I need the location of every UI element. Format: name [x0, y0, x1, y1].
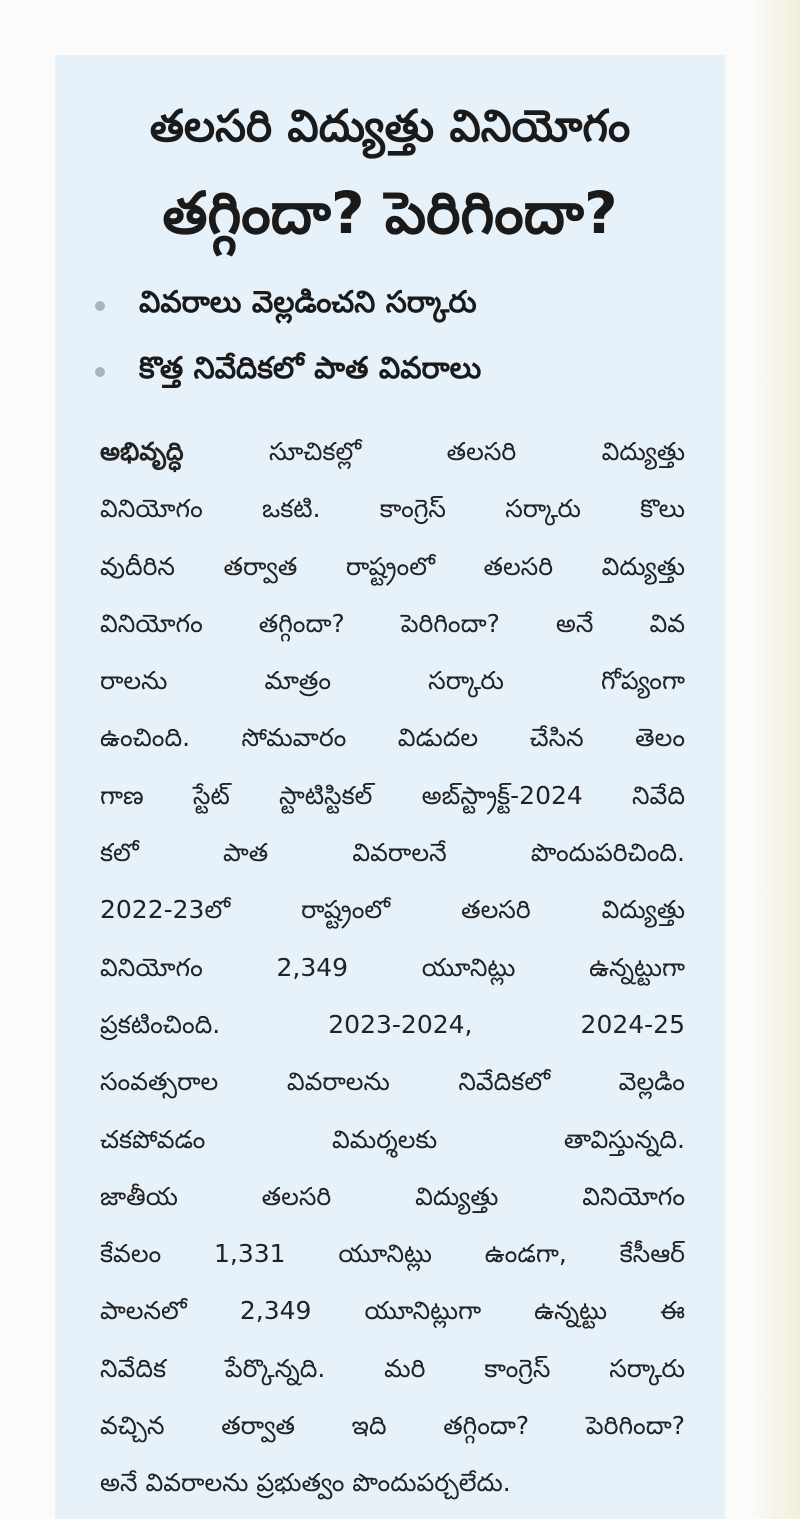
bullet-item	[95, 273, 715, 339]
headline-line-2: తగ్గిందా? పెరిగిందా?	[162, 179, 618, 247]
body-line: వుదీరిన తర్వాత రాష్ట్రంలో తలసరి విద్యుత్తు	[100, 551, 685, 581]
news-article-box	[55, 55, 725, 1519]
body-line: గాణ స్టేట్ స్టాటిస్టికల్ అబ్‌స్ట్రాక్ట్-2024 నివేది	[100, 780, 685, 810]
body-line: రాలను మాత్రం సర్కారు గోప్యంగా	[100, 666, 685, 696]
article-body	[100, 423, 685, 1512]
body-line: వినియోగం తగ్గిందా? పెరిగిందా? అనే వివ	[100, 608, 685, 638]
body-line: చకపోవడం విమర్శలకు తావిస్తున్నది.	[100, 1124, 685, 1154]
body-line: జాతీయ తలసరి విద్యుత్తు వినియోగం	[100, 1181, 685, 1211]
body-line: ఉంచింది. సోమవారం విడుదల చేసిన తెలం	[100, 723, 685, 753]
body-line: కలో పాత వివరాలనే పొందుపరిచింది.	[100, 838, 685, 868]
body-line: వచ్చిన తర్వాత ఇది తగ్గిందా? పెరిగిందా?	[100, 1411, 685, 1441]
body-line: వినియోగం ఒకటి. కాంగ్రెస్ సర్కారు కొలు	[100, 494, 685, 524]
body-line: అనే వివరాలను ప్రభుత్వం పొందుపర్చలేదు.	[100, 1468, 511, 1498]
body-line: సంవత్సరాల వివరాలను నివేదికలో వెల్లడిం	[100, 1067, 685, 1097]
lead-word: అభివృద్ధి	[100, 437, 184, 466]
body-line: ప్రకటించింది. 2023-2024, 2024-25	[100, 1009, 685, 1039]
body-line: కేవలం 1,331 యూనిట్లు ఉండగా, కేసీఆర్	[100, 1239, 685, 1269]
body-line: పాలనలో 2,349 యూనిట్లుగా ఉన్నట్టు ఈ	[100, 1296, 685, 1326]
bullet-dot-icon	[95, 367, 105, 377]
subheading-bullets	[95, 273, 715, 405]
body-line: 2022-23లో రాష్ట్రంలో తలసరి విద్యుత్తు	[100, 895, 685, 925]
body-line: నివేదిక పేర్కొన్నది. మరి కాంగ్రెస్ సర్కారు	[100, 1353, 685, 1383]
page-edge	[748, 0, 800, 1519]
headline-line-1: తలసరి విద్యుత్తు వినియోగం	[149, 101, 631, 152]
bullet-text: కొత్త నివేదికలో పాత వివరాలు	[139, 351, 482, 386]
bullet-text: వివరాలు వెల్లడించని సర్కారు	[139, 285, 477, 320]
body-line	[100, 423, 685, 480]
bullet-item	[95, 339, 715, 405]
bullet-dot-icon	[95, 301, 105, 311]
body-line: వినియోగం 2,349 యూనిట్లు ఉన్నట్టుగా	[100, 952, 685, 982]
body-line-text: సూచికల్లో తలసరి విద్యుత్తు	[183, 437, 685, 466]
